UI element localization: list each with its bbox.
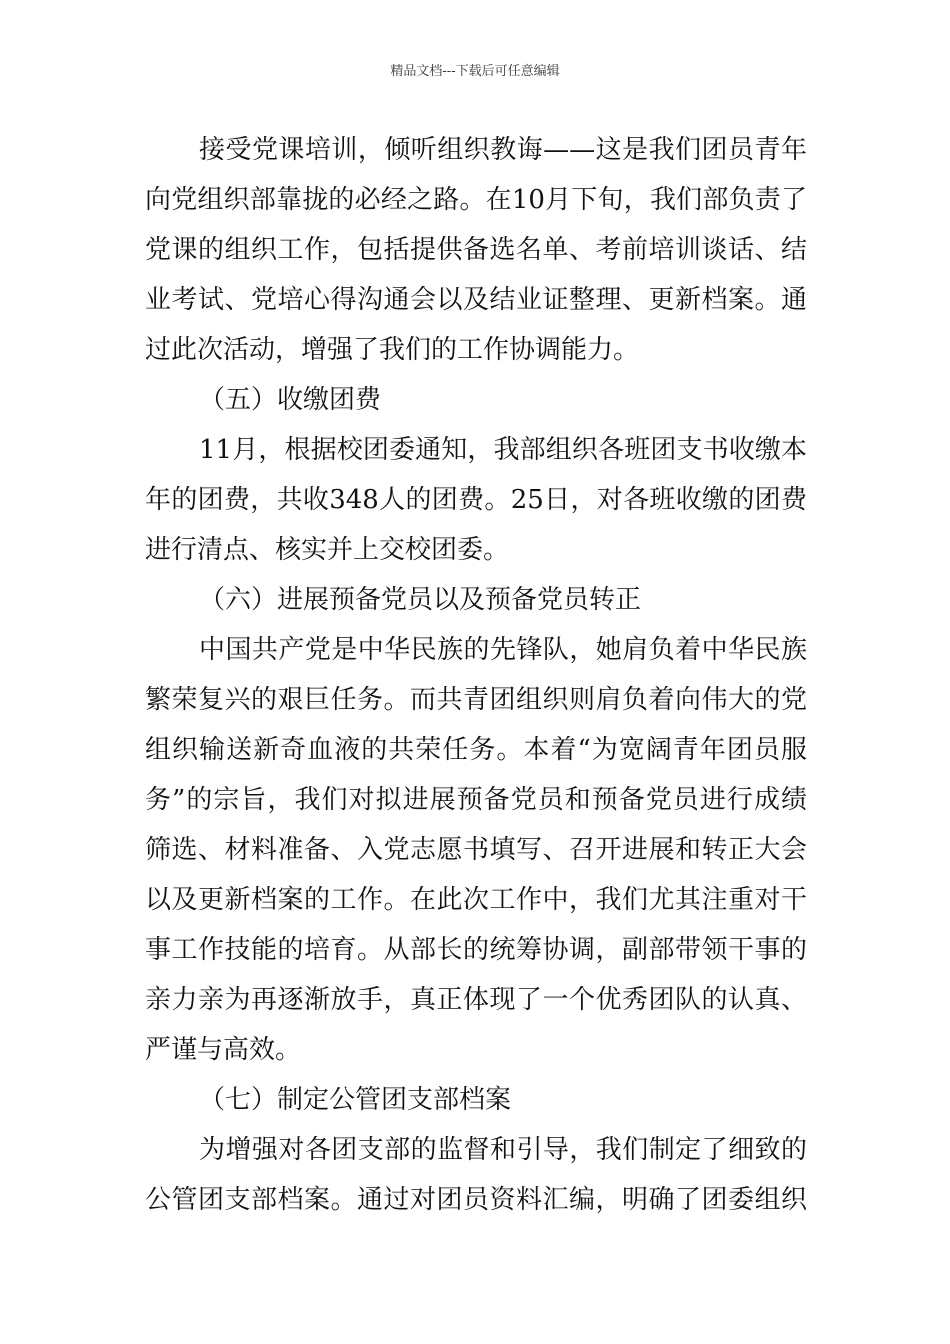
- text-line: 公管团支部档案。通过对团员资料汇编，明确了团委组织: [145, 1185, 807, 1215]
- text-line: 事工作技能的培育。从部长的统筹协调，副部带领干事的: [145, 935, 807, 965]
- page-header: 精品文档---下载后可任意编辑: [390, 64, 560, 79]
- text-line: 亲力亲为再逐渐放手，真正体现了一个优秀团队的认真、: [145, 985, 807, 1015]
- text-line: 业考试、党培心得沟通会以及结业证整理、更新档案。通: [145, 285, 807, 315]
- text-line: 向党组织部靠拢的必经之路。在10月下旬，我们部负责了: [145, 185, 807, 215]
- paragraph: [145, 625, 807, 1075]
- paragraph: [145, 125, 807, 375]
- text-line: 组织输送新奇血液的共荣任务。本着“为宽阔青年团员服: [145, 735, 807, 765]
- text-line: 繁荣复兴的艰巨任务。而共青团组织则肩负着向伟大的党: [145, 685, 807, 715]
- document-body: [145, 125, 807, 1225]
- section-heading: （六）进展预备党员以及预备党员转正: [199, 585, 642, 615]
- text-line: 进行清点、核实并上交校团委。: [145, 535, 510, 565]
- text-line: 为增强对各团支部的监督和引导，我们制定了细致的: [199, 1135, 807, 1165]
- paragraph: [145, 1125, 807, 1225]
- text-line: 严谨与高效。: [145, 1035, 302, 1065]
- section-heading: （五）收缴团费: [199, 385, 382, 415]
- section-heading: （七）制定公管团支部档案: [199, 1085, 512, 1115]
- text-line: 党课的组织工作，包括提供备选名单、考前培训谈话、结: [145, 235, 807, 265]
- paragraph: [145, 425, 807, 575]
- text-line: 过此次活动，增强了我们的工作协调能力。: [145, 335, 640, 365]
- text-line: 接受党课培训，倾听组织教诲——这是我们团员青年: [199, 135, 807, 165]
- text-line: 务”的宗旨，我们对拟进展预备党员和预备党员进行成绩: [145, 785, 807, 815]
- text-line: 11月，根据校团委通知，我部组织各班团支书收缴本: [199, 435, 807, 465]
- text-line: 以及更新档案的工作。在此次工作中，我们尤其注重对干: [145, 885, 807, 915]
- text-line: 年的团费，共收348人的团费。25日，对各班收缴的团费: [145, 485, 807, 515]
- text-line: 中国共产党是中华民族的先锋队，她肩负着中华民族: [199, 635, 807, 665]
- text-line: 筛选、材料准备、入党志愿书填写、召开进展和转正大会: [145, 835, 807, 865]
